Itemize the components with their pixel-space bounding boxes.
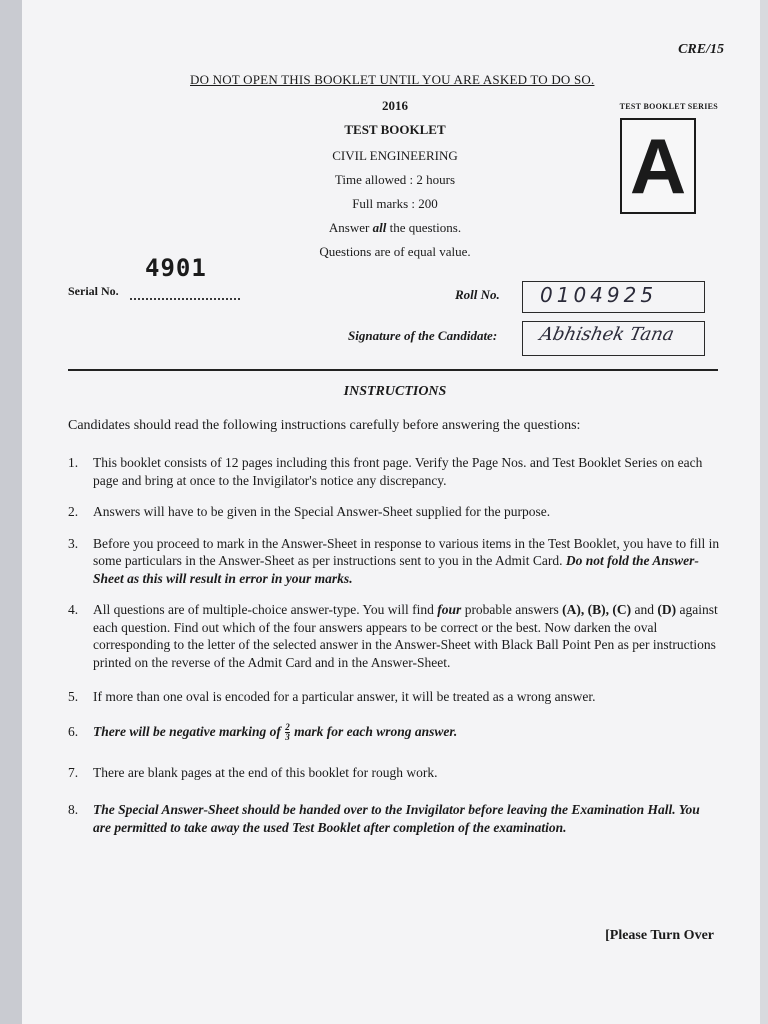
instruction-item-1 [68, 454, 720, 489]
equal-value-note: Questions are of equal value. [319, 244, 471, 259]
instruction-text [93, 723, 720, 742]
instruction-text: Answers will have to be given in the Special Answer-Sheet supplied for the purpose. [93, 504, 551, 519]
fraction-denominator: 3 [285, 731, 290, 742]
answer-suffix: the questions. [389, 220, 462, 235]
answer-emphasis: all [372, 220, 387, 235]
subject-name: CIVIL ENGINEERING [332, 148, 458, 163]
instruction-number: 1. [68, 455, 79, 470]
instruction-text-plain: Before you proceed to mark in the Answer-Sheet in response to various items in the Test Booklet, you have to fill in some particulars in the Answer-Sheet as per instructions sent to you in the Admit Card. [93, 535, 720, 568]
instruction-text: There are blank pages at the end of this booklet for rough work. [93, 764, 438, 780]
instruction-number: 2. [68, 504, 79, 519]
instruction-text-part: There will be negative marking of [93, 723, 281, 739]
instruction-text: This booklet consists of 12 pages including this front page. Verify the Page Nos. and Test Booklet Series on each page and bring at once to the Invigilator's notice any discrepancy. [93, 455, 703, 488]
instructions-intro: Candidates should read the following instructions carefully before answering the questions: [68, 418, 581, 433]
series-label: TEST BOOKLET SERIES [619, 102, 718, 111]
signature-value: Abhishek Tana [537, 324, 676, 345]
instruction-text-part: probable answers [464, 602, 559, 617]
page-edge-left [0, 0, 22, 1024]
series-box [620, 118, 696, 214]
instructions-list [68, 454, 720, 850]
instruction-and: and [634, 602, 655, 617]
instruction-text-part: All questions are of multiple-choice answer-type. You will find [93, 602, 434, 617]
time-allowed: Time allowed : 2 hours [334, 172, 456, 187]
booklet-title: TEST BOOKLET [344, 122, 446, 137]
instruction-item-6 [68, 723, 720, 742]
instruction-options: (A), (B), (C) [562, 602, 632, 617]
instruction-number: 8. [68, 802, 79, 818]
page-edge-right [760, 0, 768, 1024]
divider-rule [68, 369, 718, 371]
answer-all-note [290, 220, 500, 236]
instruction-text [93, 535, 720, 588]
exam-year: 2016 [382, 98, 408, 113]
signature-label: Signature of the Candidate: [348, 328, 498, 343]
instruction-text-part: against each question. Find out which of the four answers appears to be correct or the best. Now darken the oval corresponding to the letter of the selected answer in the Answer-Sheet with Black Ball Point Pen as per instructions printed on the reverse of the Admit Card and in the Answer-Sheet. [93, 602, 718, 670]
serial-dotted-line [130, 284, 240, 300]
roll-label: Roll No. [455, 287, 500, 302]
instruction-text-bold: Do not fold the Answer-Sheet as this will result in error in your marks. [93, 553, 699, 586]
fraction-numerator: 2 [285, 721, 290, 732]
instruction-text: The Special Answer-Sheet should be handed over to the Invigilator before leaving the Examination Hall. You are permitted to take away the used Test Booklet after completion of the examination. [93, 802, 700, 835]
please-turn-over: [Please Turn Over [605, 928, 714, 943]
instructions-title: INSTRUCTIONS [343, 384, 447, 399]
instruction-item-3 [68, 535, 720, 588]
instruction-item-5 [68, 688, 720, 706]
fraction [285, 723, 290, 742]
instruction-text [93, 601, 720, 671]
serial-number: 4901 [145, 254, 207, 282]
instruction-number: 5. [68, 689, 79, 704]
instruction-item-4 [68, 601, 720, 671]
instruction-option-d: (D) [657, 602, 677, 617]
instruction-number: 4. [68, 602, 79, 617]
instruction-item-7 [68, 764, 720, 782]
instruction-number: 3. [68, 535, 79, 551]
series-letter: A [629, 122, 687, 210]
roll-number-value: 0104925 [540, 283, 658, 307]
instruction-item-2 [68, 503, 720, 521]
serial-label: Serial No. [68, 284, 119, 298]
answer-prefix: Answer [328, 220, 370, 235]
warning-notice: DO NOT OPEN THIS BOOKLET UNTIL YOU ARE ASKED TO DO SO. [190, 72, 595, 87]
instruction-number: 6. [68, 723, 79, 739]
instruction-text: If more than one oval is encoded for a particular answer, it will be treated as a wrong answer. [93, 689, 596, 704]
instruction-number: 7. [68, 764, 79, 780]
paper-code: CRE/15 [678, 42, 724, 57]
instruction-text-part: mark for each wrong answer. [294, 723, 458, 739]
instruction-four: four [437, 602, 462, 617]
instruction-item-8 [68, 801, 720, 836]
full-marks: Full marks : 200 [352, 196, 438, 211]
